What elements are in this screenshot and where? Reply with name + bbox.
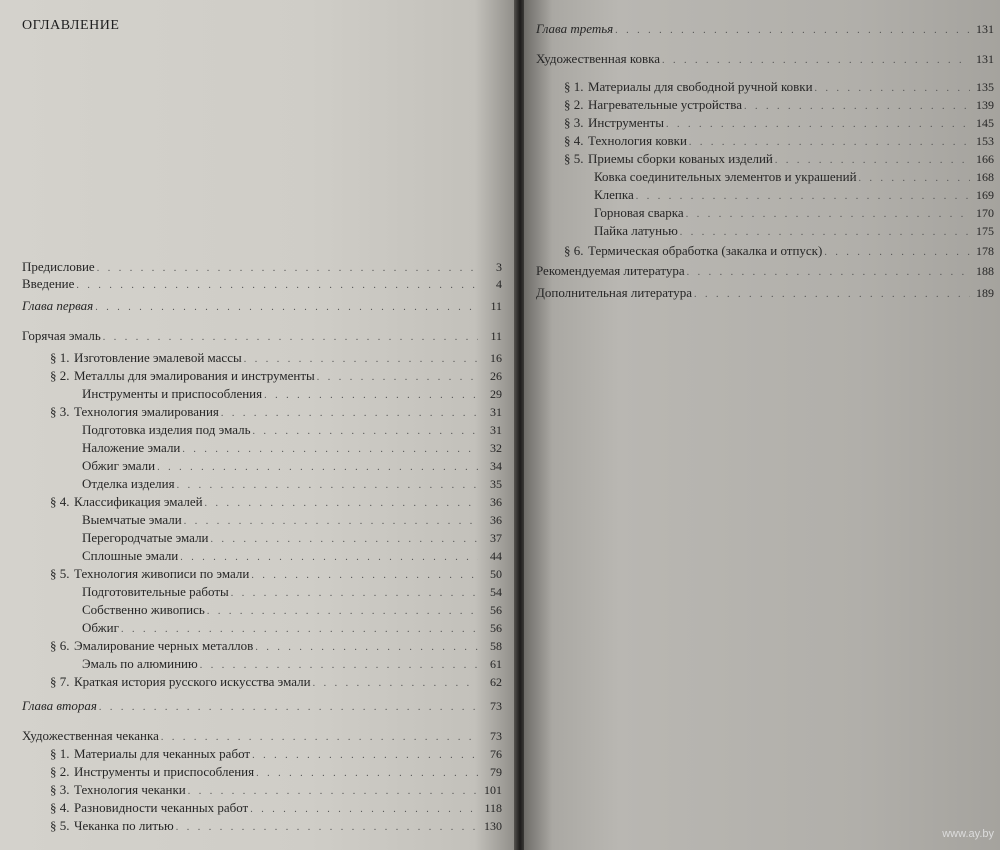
entry-title: Обжиг эмали	[82, 458, 156, 473]
page-number: 62	[490, 675, 502, 689]
page-number: 101	[484, 783, 502, 797]
toc-entry	[50, 673, 502, 691]
toc-heading: ОГЛАВЛЕНИЕ	[22, 18, 120, 33]
entry-title: Дополнительная литература	[536, 285, 692, 300]
page-number: 131	[976, 52, 994, 66]
page-number: 3	[496, 260, 502, 274]
section-number: § 3.	[564, 115, 584, 130]
page-number: 73	[490, 729, 502, 743]
dot-leader	[687, 264, 970, 282]
page-number: 145	[976, 116, 994, 130]
page-number: 61	[490, 657, 502, 671]
entry-title: Металлы для эмалирования и инструменты	[74, 368, 315, 383]
section-number: § 4.	[50, 800, 70, 815]
section-number: § 2.	[564, 97, 584, 112]
page-number: 44	[490, 549, 502, 563]
toc-entry	[536, 262, 994, 280]
section-number: § 2.	[50, 764, 70, 779]
toc-entry	[564, 96, 994, 114]
page-number: 170	[976, 206, 994, 220]
page-number: 11	[490, 329, 502, 343]
section-number: § 1.	[50, 746, 70, 761]
dot-leader	[76, 277, 478, 295]
page-number: 4	[496, 277, 502, 291]
entry-title: Наложение эмали	[82, 440, 181, 455]
entry-title: Художественная чеканка	[22, 728, 159, 743]
entry-title: Художественная ковка	[536, 51, 661, 66]
toc-entry	[594, 186, 994, 204]
toc-entry	[22, 697, 502, 715]
entry-title: Ковка соединительных элементов и украшений	[594, 169, 857, 184]
page-number: 178	[976, 244, 994, 258]
page-number: 36	[490, 513, 502, 527]
page-number: 36	[490, 495, 502, 509]
section-number: § 5.	[50, 566, 70, 581]
right-page	[524, 0, 1000, 850]
toc-entry	[82, 601, 502, 619]
toc-entry	[22, 275, 502, 293]
toc-entry	[594, 204, 994, 222]
toc-entry	[22, 258, 502, 276]
entry-title: Отделка изделия	[82, 476, 175, 491]
section-number: § 6.	[50, 638, 70, 653]
entry-title: Глава первая	[22, 298, 94, 313]
section-number: § 1.	[564, 79, 584, 94]
toc-entry	[50, 781, 502, 799]
entry-title: Рекомендуемая литература	[536, 263, 685, 278]
page-number: 188	[976, 264, 994, 278]
entry-title: Технология эмалирования	[74, 404, 219, 419]
entry-title: Пайка латунью	[594, 223, 678, 238]
page-number: 58	[490, 639, 502, 653]
page-number: 50	[490, 567, 502, 581]
page-number: 79	[490, 765, 502, 779]
toc-entry	[82, 439, 502, 457]
page-number: 32	[490, 441, 502, 455]
entry-title: Материалы для свободной ручной ковки	[588, 79, 813, 94]
page-number: 16	[490, 351, 502, 365]
toc-entry	[594, 222, 994, 240]
section-number: § 5.	[50, 818, 70, 833]
toc-entry	[82, 619, 502, 637]
toc-entry	[22, 727, 502, 745]
page-number: 189	[976, 286, 994, 300]
page-number: 54	[490, 585, 502, 599]
entry-title: Технология живописи по эмали	[74, 566, 250, 581]
toc-entry	[22, 327, 502, 345]
entry-title: Материалы для чеканных работ	[74, 746, 251, 761]
toc-entry	[82, 547, 502, 565]
dot-leader	[694, 286, 970, 304]
toc-entry	[50, 403, 502, 421]
entry-title: Глава вторая	[22, 698, 97, 713]
toc-entry	[50, 745, 502, 763]
entry-title: Выемчатые эмали	[82, 512, 182, 527]
entry-title: Классификация эмалей	[74, 494, 203, 509]
entry-title: Термическая обработка (закалка и отпуск)	[588, 243, 823, 258]
entry-title: Технология ковки	[588, 133, 687, 148]
page-number: 29	[490, 387, 502, 401]
page-number: 169	[976, 188, 994, 202]
page-number: 166	[976, 152, 994, 166]
entry-title: Инструменты и приспособления	[74, 764, 255, 779]
toc-entry	[50, 763, 502, 781]
page-number: 130	[484, 819, 502, 833]
watermark: www.ay.by	[942, 828, 994, 840]
page-number: 31	[490, 405, 502, 419]
toc-entry	[50, 349, 502, 367]
entry-title: Эмаль по алюминию	[82, 656, 198, 671]
section-number: § 7.	[50, 674, 70, 689]
toc-entry	[594, 168, 994, 186]
page-number: 35	[490, 477, 502, 491]
entry-title: Обжиг	[82, 620, 119, 635]
page-number: 11	[490, 299, 502, 313]
page-number: 73	[490, 699, 502, 713]
entry-title: Введение	[22, 276, 75, 291]
dot-leader	[103, 329, 478, 347]
toc-entry	[82, 655, 502, 673]
entry-title: Инструменты и приспособления	[82, 386, 263, 401]
toc-entry	[50, 367, 502, 385]
entry-title: Технология чеканки	[74, 782, 186, 797]
entry-title: Клепка	[594, 187, 634, 202]
toc-entry	[564, 114, 994, 132]
page-number: 175	[976, 224, 994, 238]
entry-title: Горячая эмаль	[22, 328, 101, 343]
toc-entry	[82, 475, 502, 493]
page-number: 131	[976, 22, 994, 36]
entry-title: Инструменты	[588, 115, 664, 130]
entry-title: Глава третья	[536, 21, 614, 36]
section-number: § 4.	[50, 494, 70, 509]
entry-title: Изготовление эмалевой массы	[74, 350, 242, 365]
toc-entry	[22, 297, 502, 315]
toc-entry	[50, 817, 502, 835]
section-number: § 3.	[50, 404, 70, 419]
dot-leader	[95, 299, 478, 317]
section-number: § 3.	[50, 782, 70, 797]
page-number: 37	[490, 531, 502, 545]
page-number: 31	[490, 423, 502, 437]
toc-entry	[82, 511, 502, 529]
section-number: § 1.	[50, 350, 70, 365]
toc-entry	[50, 493, 502, 511]
dot-leader	[615, 22, 970, 40]
toc-entry	[82, 457, 502, 475]
page-number: 139	[976, 98, 994, 112]
dot-leader	[824, 244, 970, 262]
section-number: § 4.	[564, 133, 584, 148]
entry-title: Приемы сборки кованых изделий	[588, 151, 773, 166]
toc-entry	[50, 799, 502, 817]
entry-title: Эмалирование черных металлов	[74, 638, 254, 653]
toc-entry	[536, 20, 994, 38]
toc-entry	[564, 242, 994, 260]
entry-title: Горновая сварка	[594, 205, 684, 220]
entry-title: Подготовительные работы	[82, 584, 229, 599]
page-number: 56	[490, 621, 502, 635]
entry-title: Краткая история русского искусства эмали	[74, 674, 311, 689]
page-number: 26	[490, 369, 502, 383]
toc-entry	[564, 132, 994, 150]
page-number: 153	[976, 134, 994, 148]
dot-leader	[313, 675, 478, 693]
toc-entry	[82, 529, 502, 547]
entry-title: Сплошные эмали	[82, 548, 179, 563]
toc-entry	[564, 78, 994, 96]
entry-title: Чеканка по литью	[74, 818, 174, 833]
page-number: 118	[484, 801, 502, 815]
page-number: 168	[976, 170, 994, 184]
toc-entry	[536, 50, 994, 68]
section-number: § 5.	[564, 151, 584, 166]
page-number: 135	[976, 80, 994, 94]
toc-entry	[50, 565, 502, 583]
dot-leader	[176, 819, 478, 837]
dot-leader	[99, 699, 478, 717]
entry-title: Перегородчатые эмали	[82, 530, 209, 545]
page-number: 56	[490, 603, 502, 617]
dot-leader	[662, 52, 970, 70]
entry-title: Разновидности чеканных работ	[74, 800, 249, 815]
toc-entry	[82, 583, 502, 601]
entry-title: Подготовка изделия под эмаль	[82, 422, 251, 437]
entry-title: Собственно живопись	[82, 602, 205, 617]
entry-title: Предисловие	[22, 259, 95, 274]
toc-entry	[536, 284, 994, 302]
section-number: § 2.	[50, 368, 70, 383]
page-number: 76	[490, 747, 502, 761]
toc-entry	[82, 385, 502, 403]
page-number: 34	[490, 459, 502, 473]
toc-entry	[564, 150, 994, 168]
entry-title: Нагревательные устройства	[588, 97, 742, 112]
dot-leader	[680, 224, 970, 242]
toc-entry	[50, 637, 502, 655]
toc-entry	[82, 421, 502, 439]
section-number: § 6.	[564, 243, 584, 258]
